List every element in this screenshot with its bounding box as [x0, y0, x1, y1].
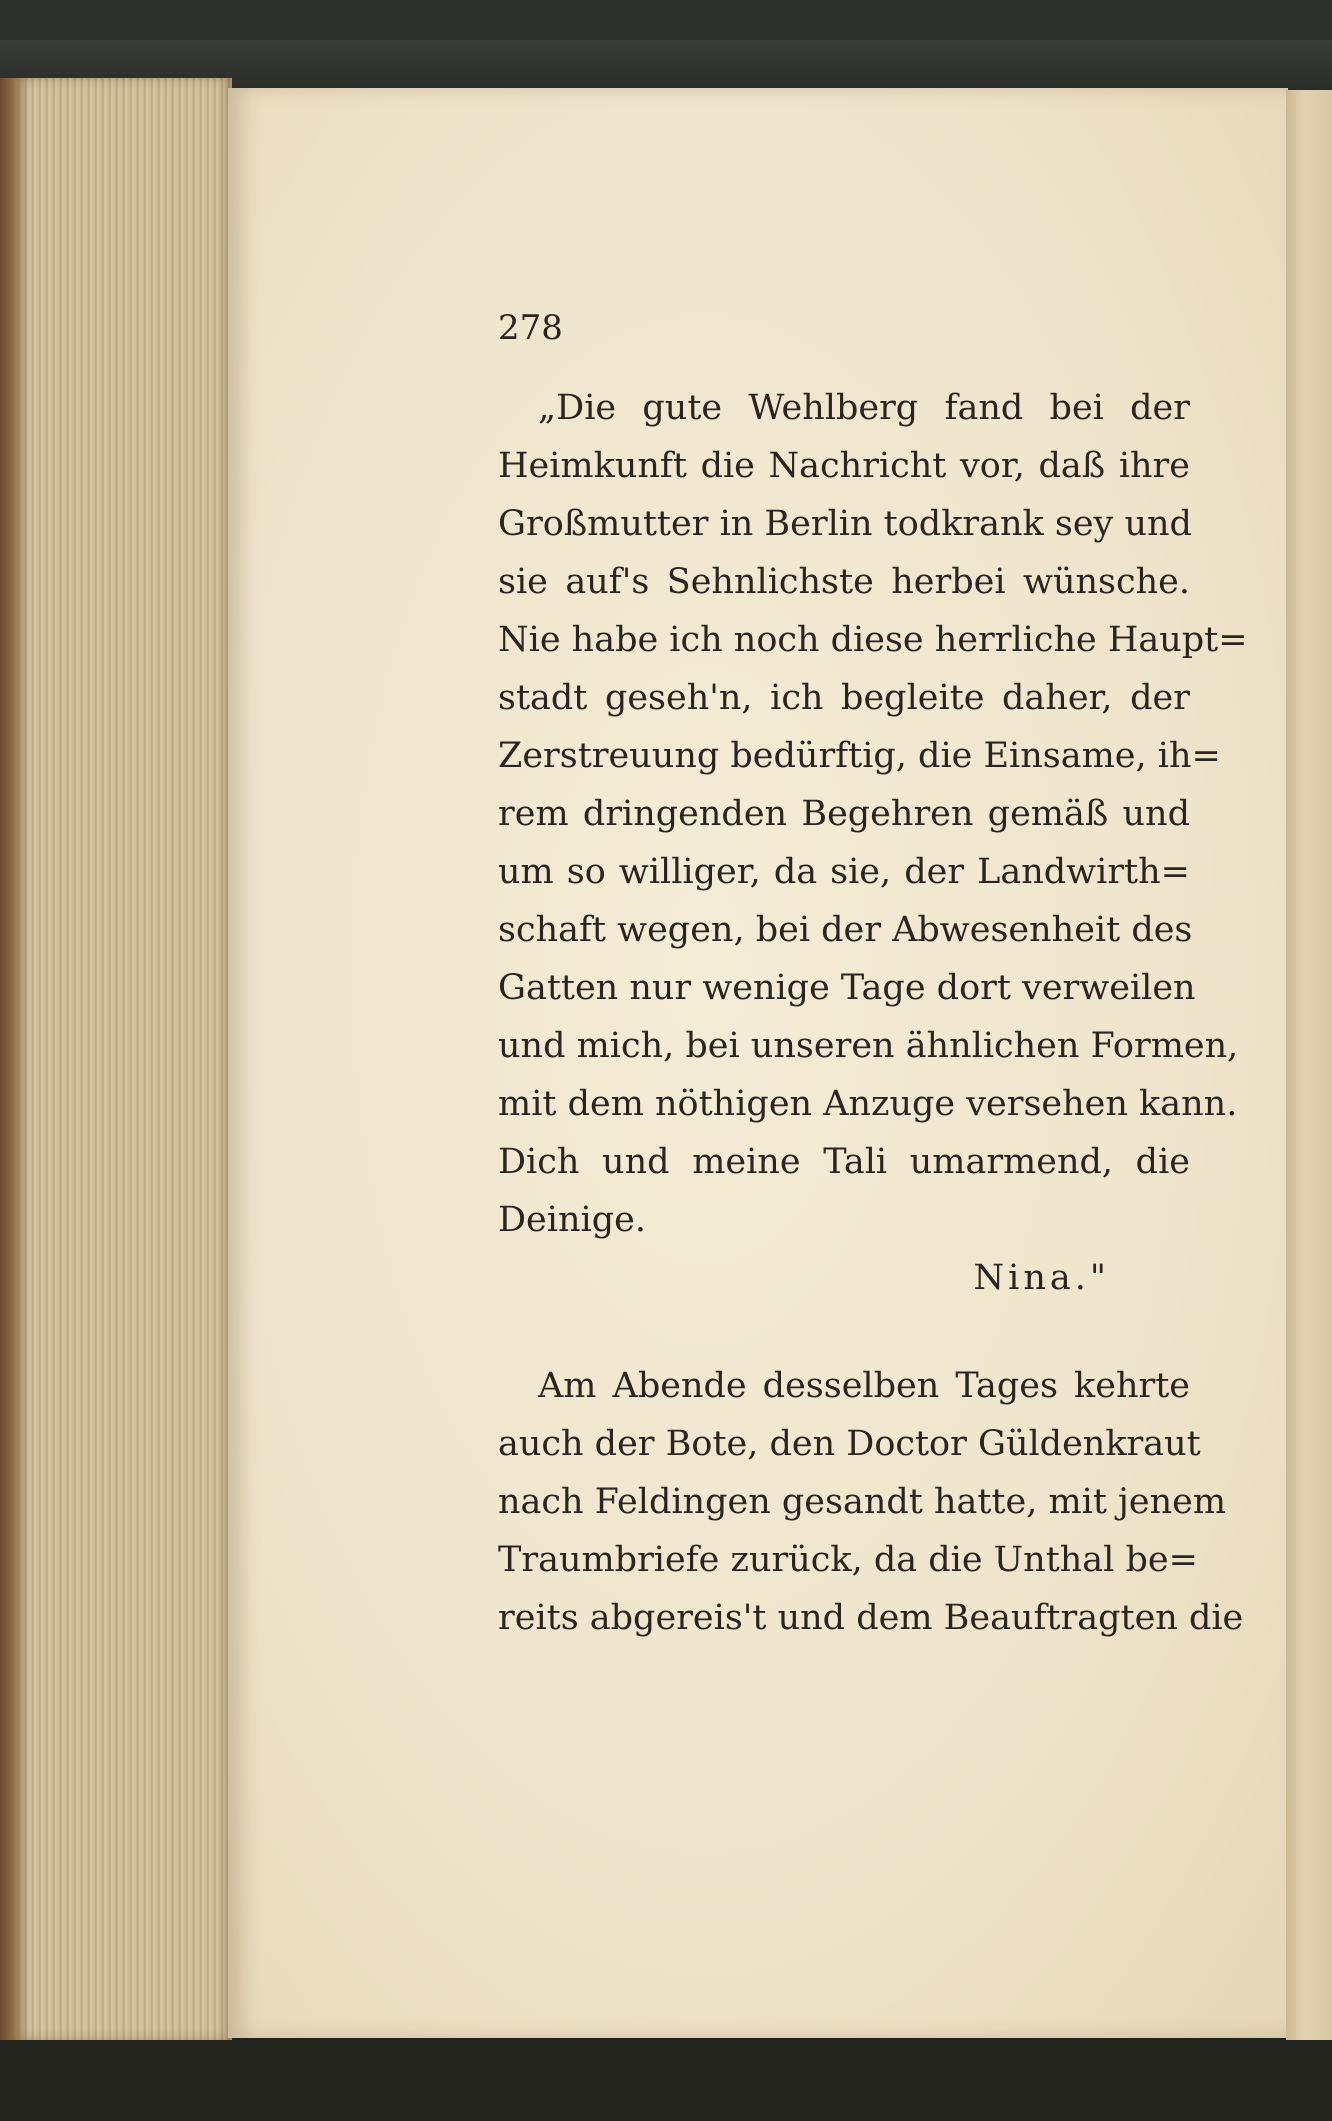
page-stack-edge	[0, 78, 232, 2040]
letter-line: schaft wegen, bei der Abwesenheit des	[498, 910, 1193, 950]
letter-line: Zerstreuung bedürftig, die Einsame, ih=	[498, 736, 1221, 776]
paragraph-line: nach Feldingen gesandt hatte, mit jenem	[498, 1482, 1227, 1522]
letter-line: stadt geseh'n, ich begleite daher, der	[498, 678, 1190, 718]
letter-signature: Nina."	[973, 1258, 1110, 1298]
paragraph-line: reits abgereis't und dem Beauftragten die	[498, 1598, 1244, 1638]
page-number: 278	[498, 308, 563, 348]
letter-line: Gatten nur wenige Tage dort verweilen	[498, 968, 1196, 1008]
letter-line: Dich und meine Tali umarmend, die	[498, 1142, 1190, 1182]
letter-line: um so williger, da sie, der Landwirth=	[498, 852, 1190, 892]
paragraph-line: Am Abende desselben Tages kehrte	[538, 1366, 1190, 1406]
letter-line: Nie habe ich noch diese herrliche Haupt=	[498, 620, 1248, 660]
letter-line: mit dem nöthigen Anzuge versehen kann.	[498, 1084, 1238, 1124]
letter-line: und mich, bei unseren ähnlichen Formen,	[498, 1026, 1239, 1066]
paragraph-line: auch der Bote, den Doctor Güldenkraut	[498, 1424, 1201, 1464]
letter-line: Deinige.	[498, 1200, 646, 1240]
book-cover-bottom	[0, 2040, 1332, 2121]
page-stack-shadow	[0, 78, 30, 2040]
adjacent-page-edge	[1286, 90, 1332, 2040]
letter-line: Großmutter in Berlin todkrank sey und	[498, 504, 1192, 544]
letter-line: rem dringenden Begehren gemäß und	[498, 794, 1190, 834]
letter-line: Heimkunft die Nachricht vor, daß ihre	[498, 446, 1190, 486]
letter-line: „Die gute Wehlberg fand bei der	[538, 388, 1190, 428]
paragraph-line: Traumbriefe zurück, da die Unthal be=	[498, 1540, 1198, 1580]
letter-line: sie auf's Sehnlichste herbei wünsche.	[498, 562, 1190, 602]
